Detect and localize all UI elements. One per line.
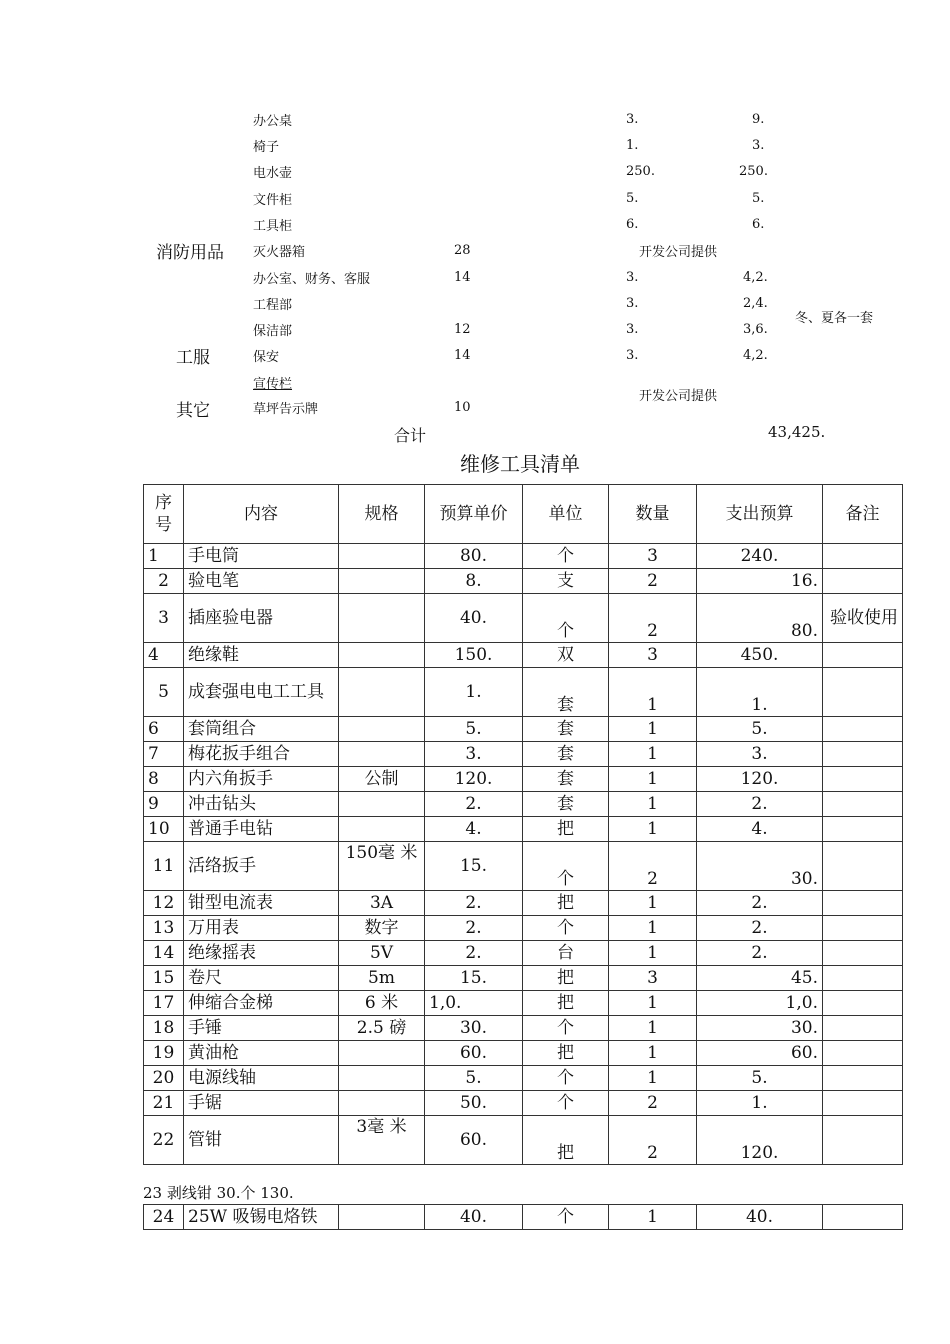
cell-name: 手锯 — [184, 1091, 339, 1116]
cell-price: 2. — [425, 792, 523, 817]
cell-qty: 2 — [609, 842, 697, 891]
table-row — [144, 842, 903, 891]
tools-table — [143, 484, 903, 1165]
cell-no: 1 — [144, 544, 184, 569]
cell-total: 5. — [697, 1066, 823, 1091]
item-name: 办公桌 — [253, 114, 293, 129]
cell-total: 60. — [697, 1041, 823, 1066]
cell-spec: 3A — [339, 891, 425, 916]
cell-unit: 套 — [523, 668, 609, 717]
cell-note — [823, 767, 903, 792]
cell-qty: 1 — [609, 1066, 697, 1091]
cell-qty: 1 — [609, 1205, 697, 1230]
cell-unit: 台 — [523, 941, 609, 966]
cell-unit: 个 — [523, 1205, 609, 1230]
cell-qty: 3 — [609, 966, 697, 991]
cell-unit: 个 — [523, 1091, 609, 1116]
cell-spec — [339, 817, 425, 842]
cell-price: 2. — [425, 941, 523, 966]
cell-spec — [339, 569, 425, 594]
cell-price: 5. — [425, 717, 523, 742]
item-price: 1. — [626, 138, 639, 153]
cell-total: 240. — [697, 544, 823, 569]
cell-price: 2. — [425, 916, 523, 941]
table-row — [144, 1091, 903, 1116]
cell-spec: 5V — [339, 941, 425, 966]
cell-spec — [339, 1066, 425, 1091]
item-price: 3. — [626, 348, 639, 363]
item-name: 电水壶 — [253, 166, 293, 181]
cell-total: 2. — [697, 891, 823, 916]
cell-name: 套筒组合 — [184, 717, 339, 742]
table-row — [144, 891, 903, 916]
cell-name: 插座验电器 — [184, 594, 339, 643]
cell-unit: 双 — [523, 643, 609, 668]
cell-note: 验收使用 — [823, 594, 903, 643]
item-price: 3. — [626, 322, 639, 337]
item-name: 工程部 — [253, 298, 293, 313]
cell-qty: 1 — [609, 668, 697, 717]
cell-spec: 5m — [339, 966, 425, 991]
cell-no: 18 — [144, 1016, 184, 1041]
cell-note — [823, 1091, 903, 1116]
header-cell: 序号 — [144, 485, 184, 544]
table-row — [144, 1016, 903, 1041]
table-row — [144, 594, 903, 643]
cell-spec — [339, 792, 425, 817]
cell-qty: 3 — [609, 643, 697, 668]
cell-note — [823, 916, 903, 941]
item-total: 5. — [752, 191, 765, 206]
cell-note — [823, 1205, 903, 1230]
table-row — [144, 941, 903, 966]
other-note: 开发公司提供 — [639, 389, 718, 404]
cell-name: 管钳 — [184, 1116, 339, 1165]
table-row — [144, 742, 903, 767]
item-name: 宣传栏 — [253, 377, 293, 392]
item-price: 6. — [626, 217, 639, 232]
cell-price: 60. — [425, 1116, 523, 1165]
cell-no: 22 — [144, 1116, 184, 1165]
cell-price: 60. — [425, 1041, 523, 1066]
cell-total: 120. — [697, 1116, 823, 1165]
cell-spec — [339, 643, 425, 668]
cell-no: 9 — [144, 792, 184, 817]
cell-name: 25W 吸锡电烙铁 — [184, 1205, 339, 1230]
cell-spec — [339, 717, 425, 742]
cell-spec — [339, 1041, 425, 1066]
table-row — [144, 767, 903, 792]
total-label: 合计 — [394, 426, 427, 445]
item-price: 3. — [626, 112, 639, 127]
cell-spec: 3毫 米 — [339, 1116, 425, 1165]
item-price: 3. — [626, 270, 639, 285]
cell-unit: 把 — [523, 1116, 609, 1165]
cell-qty: 2 — [609, 1091, 697, 1116]
cell-total: 40. — [697, 1205, 823, 1230]
item-qty: 10 — [454, 400, 471, 415]
cell-no: 21 — [144, 1091, 184, 1116]
cell-price: 4. — [425, 817, 523, 842]
cell-note — [823, 842, 903, 891]
item-total: 9. — [752, 112, 765, 127]
cell-qty: 1 — [609, 792, 697, 817]
item-qty: 28 — [454, 243, 471, 258]
cell-unit: 套 — [523, 742, 609, 767]
item-price: 开发公司提供 — [639, 245, 718, 260]
item-name: 灭火器箱 — [253, 245, 306, 260]
table-row — [144, 916, 903, 941]
cell-no: 8 — [144, 767, 184, 792]
item-qty: 12 — [454, 322, 471, 337]
cell-qty: 1 — [609, 941, 697, 966]
cell-spec: 150毫 米 — [339, 842, 425, 891]
cell-total: 4. — [697, 817, 823, 842]
table-row — [144, 792, 903, 817]
cell-no: 7 — [144, 742, 184, 767]
cell-total: 16. — [697, 569, 823, 594]
cell-unit: 个 — [523, 1066, 609, 1091]
cell-name: 电源线轴 — [184, 1066, 339, 1091]
cell-note — [823, 717, 903, 742]
item-qty: 14 — [454, 270, 471, 285]
cell-name: 绝缘鞋 — [184, 643, 339, 668]
cell-total: 30. — [697, 842, 823, 891]
cell-total: 1. — [697, 668, 823, 717]
cell-price: 1,0. — [425, 991, 523, 1016]
item-price: 5. — [626, 191, 639, 206]
cell-spec — [339, 1205, 425, 1230]
cell-note — [823, 966, 903, 991]
cell-name: 梅花扳手组合 — [184, 742, 339, 767]
cell-price: 5. — [425, 1066, 523, 1091]
total-value: 43,425. — [768, 423, 826, 441]
cell-price: 120. — [425, 767, 523, 792]
header-cell: 单位 — [523, 485, 609, 544]
cell-note — [823, 941, 903, 966]
table-row — [144, 1066, 903, 1091]
uniform-note: 冬、夏各一套 — [795, 311, 874, 326]
cell-note — [823, 891, 903, 916]
cell-qty: 1 — [609, 717, 697, 742]
cell-name: 成套强电电工工具 — [184, 668, 339, 717]
cell-unit: 个 — [523, 544, 609, 569]
cell-unit: 把 — [523, 1041, 609, 1066]
cell-no: 6 — [144, 717, 184, 742]
cell-no: 4 — [144, 643, 184, 668]
cell-no: 2 — [144, 569, 184, 594]
cell-note — [823, 1041, 903, 1066]
cell-price: 2. — [425, 891, 523, 916]
item-total: 2,4. — [743, 296, 768, 311]
item-name: 保洁部 — [253, 324, 293, 339]
table-header — [144, 485, 903, 544]
cell-no: 5 — [144, 668, 184, 717]
table-row — [144, 544, 903, 569]
cell-no: 3 — [144, 594, 184, 643]
cell-unit: 把 — [523, 991, 609, 1016]
cell-spec: 2.5 磅 — [339, 1016, 425, 1041]
cell-name: 伸缩合金梯 — [184, 991, 339, 1016]
item-total: 3,6. — [743, 322, 768, 337]
cell-no: 20 — [144, 1066, 184, 1091]
tools-title: 维修工具清单 — [460, 452, 580, 476]
cell-price: 50. — [425, 1091, 523, 1116]
cell-qty: 1 — [609, 817, 697, 842]
cell-qty: 3 — [609, 544, 697, 569]
cell-name: 冲击钻头 — [184, 792, 339, 817]
table-row — [144, 817, 903, 842]
cell-qty: 2 — [609, 569, 697, 594]
cell-total: 80. — [697, 594, 823, 643]
cell-note — [823, 1066, 903, 1091]
cell-note — [823, 792, 903, 817]
item-name: 工具柜 — [253, 219, 293, 234]
cell-unit: 套 — [523, 792, 609, 817]
cell-unit: 个 — [523, 594, 609, 643]
cell-price: 15. — [425, 842, 523, 891]
cell-price: 15. — [425, 966, 523, 991]
item-name: 椅子 — [253, 140, 280, 155]
cell-no: 15 — [144, 966, 184, 991]
category-fire: 消防用品 — [156, 243, 224, 263]
cell-total: 30. — [697, 1016, 823, 1041]
item-price: 3. — [626, 296, 639, 311]
cell-spec — [339, 668, 425, 717]
cell-unit: 套 — [523, 717, 609, 742]
cell-total: 120. — [697, 767, 823, 792]
cell-qty: 1 — [609, 891, 697, 916]
cell-no: 19 — [144, 1041, 184, 1066]
cell-note — [823, 1016, 903, 1041]
item-total: 3. — [752, 138, 765, 153]
item-qty: 14 — [454, 348, 471, 363]
table-row — [144, 569, 903, 594]
cell-total: 1,0. — [697, 991, 823, 1016]
cell-no: 13 — [144, 916, 184, 941]
cell-spec — [339, 1091, 425, 1116]
table-row — [144, 991, 903, 1016]
cell-name: 卷尺 — [184, 966, 339, 991]
cell-no: 14 — [144, 941, 184, 966]
header-cell: 支出预算 — [697, 485, 823, 544]
cell-price: 1. — [425, 668, 523, 717]
cell-qty: 1 — [609, 991, 697, 1016]
cell-no: 11 — [144, 842, 184, 891]
cell-qty: 2 — [609, 1116, 697, 1165]
cell-spec — [339, 742, 425, 767]
cell-price: 3. — [425, 742, 523, 767]
cell-total: 450. — [697, 643, 823, 668]
cell-note — [823, 1116, 903, 1165]
cell-spec: 公制 — [339, 767, 425, 792]
cell-name: 活络扳手 — [184, 842, 339, 891]
header-cell: 备注 — [823, 485, 903, 544]
category-uniform: 工服 — [176, 348, 210, 368]
table-row — [144, 668, 903, 717]
header-cell: 内容 — [184, 485, 339, 544]
cell-no: 10 — [144, 817, 184, 842]
cell-unit: 套 — [523, 767, 609, 792]
cell-unit: 个 — [523, 842, 609, 891]
item-total: 6. — [752, 217, 765, 232]
cell-total: 5. — [697, 717, 823, 742]
item-price: 250. — [626, 164, 655, 179]
cell-note — [823, 991, 903, 1016]
cell-total: 45. — [697, 966, 823, 991]
table-row — [144, 966, 903, 991]
cell-unit: 把 — [523, 966, 609, 991]
cell-unit: 把 — [523, 817, 609, 842]
tools-table-continued — [143, 1204, 903, 1230]
cell-total: 2. — [697, 792, 823, 817]
item-total: 4,2. — [743, 270, 768, 285]
loose-line: 23 剥线钳 30.个 130. — [143, 1184, 294, 1202]
cell-price: 40. — [425, 594, 523, 643]
cell-price: 150. — [425, 643, 523, 668]
cell-price: 30. — [425, 1016, 523, 1041]
item-total: 4,2. — [743, 348, 768, 363]
cell-total: 3. — [697, 742, 823, 767]
cell-total: 2. — [697, 916, 823, 941]
item-name: 文件柜 — [253, 193, 293, 208]
header-cell: 预算单价 — [425, 485, 523, 544]
cell-name: 万用表 — [184, 916, 339, 941]
cell-name: 普通手电钻 — [184, 817, 339, 842]
table-row — [144, 717, 903, 742]
cell-qty: 1 — [609, 1016, 697, 1041]
cell-qty: 1 — [609, 1041, 697, 1066]
cell-note — [823, 742, 903, 767]
cell-no: 24 — [144, 1205, 184, 1230]
cell-name: 黄油枪 — [184, 1041, 339, 1066]
cell-name: 内六角扳手 — [184, 767, 339, 792]
cell-unit: 把 — [523, 891, 609, 916]
cell-no: 12 — [144, 891, 184, 916]
table-row — [144, 1116, 903, 1165]
table-row — [144, 1205, 903, 1230]
cell-total: 1. — [697, 1091, 823, 1116]
cell-note — [823, 569, 903, 594]
item-name: 办公室、财务、客服 — [253, 272, 371, 287]
table-row — [144, 643, 903, 668]
item-name: 保安 — [253, 350, 280, 365]
header-cell: 数量 — [609, 485, 697, 544]
cell-no: 17 — [144, 991, 184, 1016]
cell-unit: 个 — [523, 916, 609, 941]
cell-unit: 支 — [523, 569, 609, 594]
cell-spec: 6 米 — [339, 991, 425, 1016]
item-total: 250. — [739, 164, 768, 179]
cell-note — [823, 817, 903, 842]
cell-price: 80. — [425, 544, 523, 569]
cell-spec — [339, 544, 425, 569]
cell-name: 手电筒 — [184, 544, 339, 569]
cell-qty: 1 — [609, 767, 697, 792]
cell-price: 40. — [425, 1205, 523, 1230]
cell-qty: 1 — [609, 742, 697, 767]
cell-note — [823, 544, 903, 569]
table-row — [144, 1041, 903, 1066]
item-name: 草坪告示牌 — [253, 402, 319, 417]
cell-name: 绝缘摇表 — [184, 941, 339, 966]
cell-price: 8. — [425, 569, 523, 594]
cell-name: 钳型电流表 — [184, 891, 339, 916]
cell-qty: 2 — [609, 594, 697, 643]
cell-qty: 1 — [609, 916, 697, 941]
cell-note — [823, 643, 903, 668]
cell-spec: 数字 — [339, 916, 425, 941]
category-other: 其它 — [176, 401, 210, 421]
header-cell: 规格 — [339, 485, 425, 544]
cell-unit: 个 — [523, 1016, 609, 1041]
cell-name: 验电笔 — [184, 569, 339, 594]
cell-spec — [339, 594, 425, 643]
cell-name: 手锤 — [184, 1016, 339, 1041]
cell-note — [823, 668, 903, 717]
cell-total: 2. — [697, 941, 823, 966]
